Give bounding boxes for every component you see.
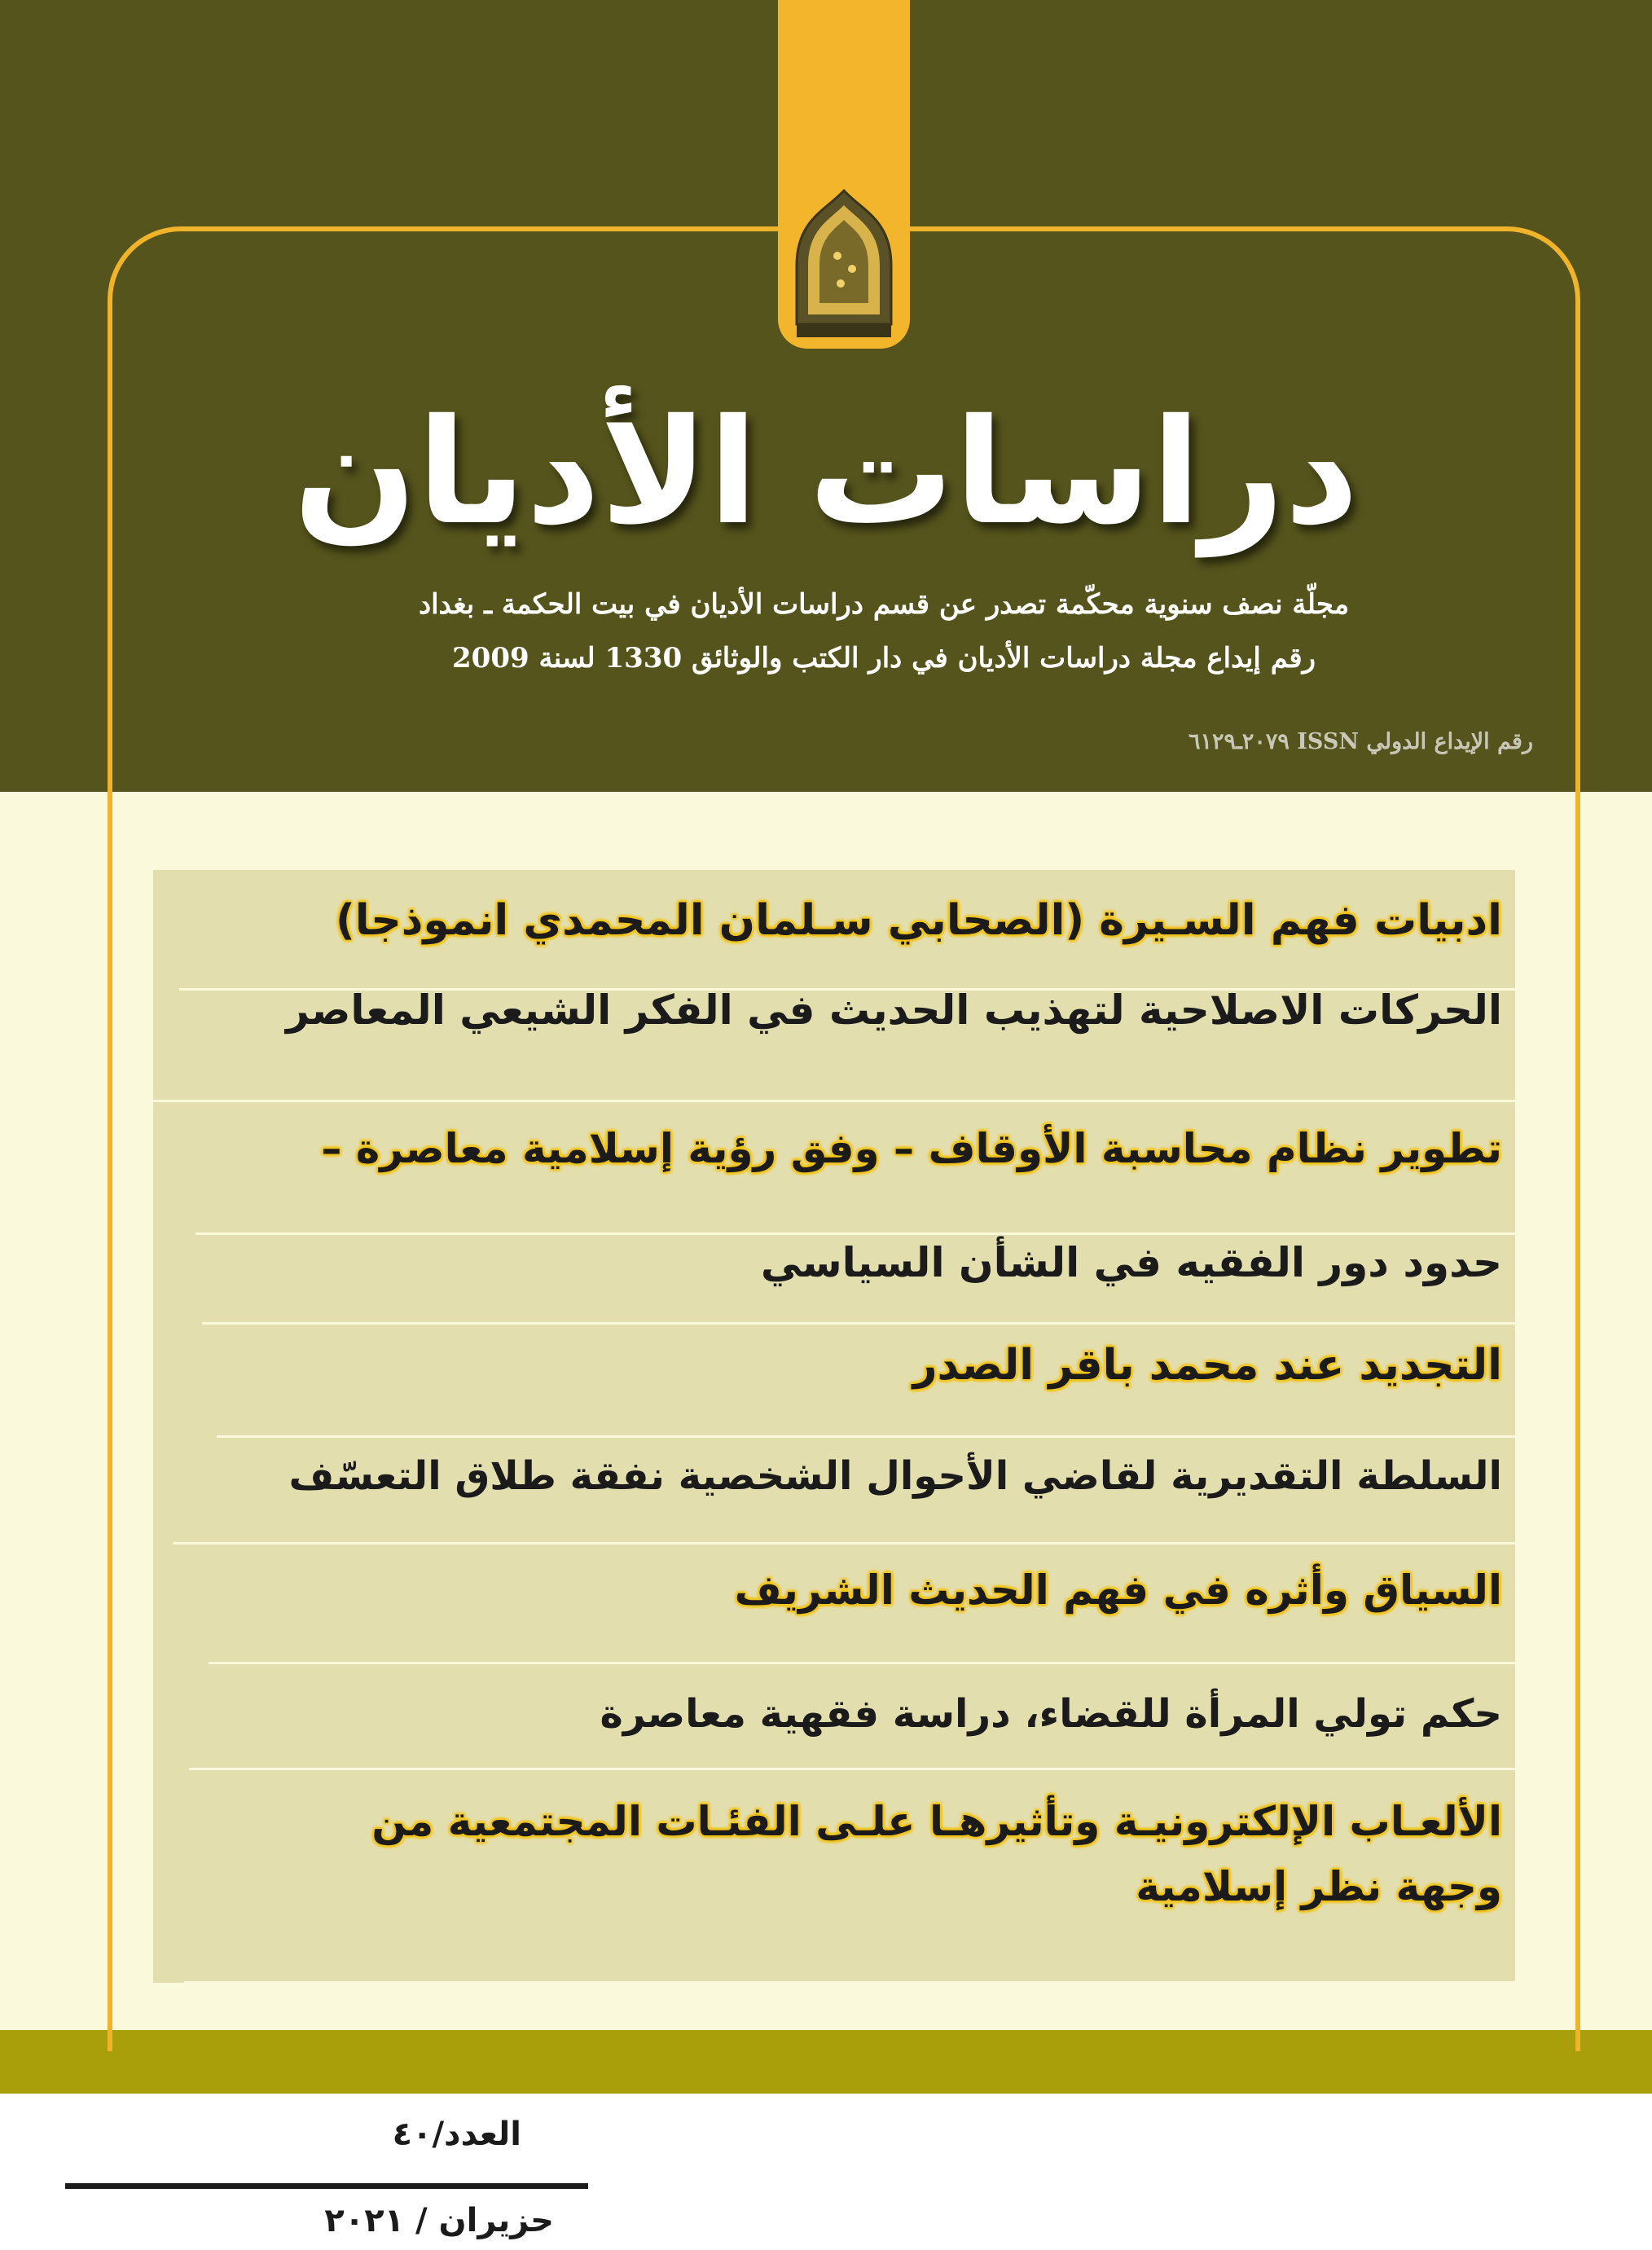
journal-description: مجلّة نصف سنوية محكّمة تصدر عن قسم دراسات الأديان في بيت الحكمة ـ بغداد — [418, 588, 1350, 621]
bayt-al-hikma-emblem-icon — [789, 187, 899, 339]
article-title: ادبيات فهم السـيرة (الصحابي سـلمان المحمدي انموذجا) — [335, 896, 1502, 945]
issue-date: حزيران / ٢٠٢١ — [324, 2202, 554, 2239]
article-title: حدود دور الفقيه في الشأن السياسي — [760, 1239, 1502, 1286]
issn-number: رقم الإيداع الدولي ISSN ٢٠٧٩ـ٦١٢٩ — [1188, 729, 1533, 754]
divider — [173, 1542, 1515, 1545]
article-title: السلطة التقديرية لقاضي الأحوال الشخصية نفقة طلاق التعسّف — [288, 1453, 1502, 1499]
divider — [137, 1100, 1515, 1102]
divider — [217, 1435, 1515, 1438]
issue-number: العدد/٤٠ — [392, 2116, 521, 2153]
divider — [209, 1662, 1515, 1664]
article-title: التجديد عند محمد باقر الصدر — [912, 1341, 1502, 1390]
article-title: السياق وأثره في فهم الحديث الشريف — [734, 1567, 1502, 1614]
article-title: تطوير نظام محاسبة الأوقاف – وفق رؤية إسلامية معاصرة – — [321, 1125, 1502, 1172]
article-title: حكم تولي المرأة للقضاء، دراسة فقهية معاصرة — [600, 1691, 1502, 1737]
journal-title: دراسات الأديان — [292, 388, 1360, 556]
divider — [184, 1981, 1531, 1984]
deposit-number: رقم إيداع مجلة دراسات الأديان في دار الكتب والوثائق 1330 لسنة 2009 — [452, 642, 1316, 675]
article-title: الحركات الاصلاحية لتهذيب الحديث في الفكر الشيعي المعاصر — [286, 987, 1502, 1034]
issue-divider — [65, 2183, 588, 2189]
article-title: الألعـاب الإلكترونيـة وتأثيرهـا علـى الفئـات المجتمعية من — [371, 1798, 1502, 1845]
divider — [202, 1322, 1515, 1325]
divider — [189, 1768, 1515, 1770]
article-title: وجهة نظر إسلامية — [1136, 1863, 1502, 1910]
